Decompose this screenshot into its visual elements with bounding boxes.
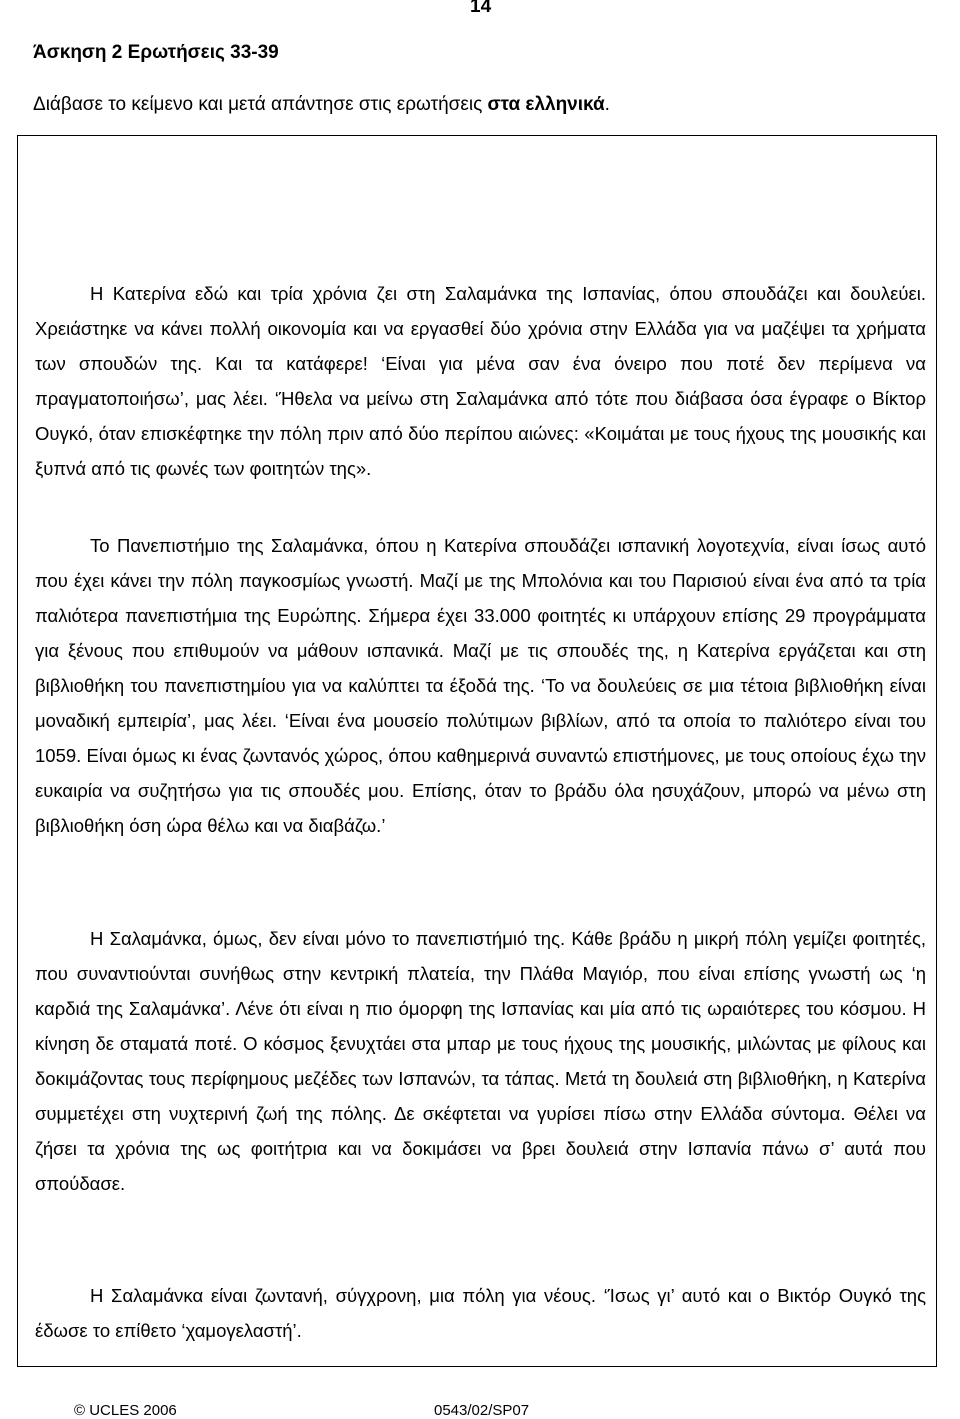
instruction-emphasis: στα ελληνικά (487, 94, 605, 115)
paragraph-text: Η Σαλαμάνκα, όμως, δεν είναι μόνο το πανεπιστήμιό της. Κάθε βράδυ η μικρή πόλη γεμίζει φοιτητές, που συναντιούνται συνήθως στην κεντρική πλατεία, την Πλάθα Μαγιόρ, που είναι επίσης γνωστή ως ‘η καρδιά της Σαλαμάνκα’. Λένε ότι είναι η πιο όμορφη της Ισπανίας και μία από τις ωραιότερες του κόσμου. Η κίνηση δε σταματά ποτέ. Ο κόσμος ξενυχτάει στα μπαρ με τους ήχους της μουσικής, μιλώντας με φίλους και δοκιμάζοντας τους περίφημους μεζέδες των Ισπανών, τα τάπας. Μετά τη δουλειά στη βιβλιοθήκη, η Κατερίνα συμμετέχει στη νυχτερινή ζωή της πόλης. Δε σκέφτεται να γυρίσει πίσω στην Ελλάδα σύντομα. Θέλει να ζήσει τα χρόνια της ως φοιτήτρια και να δοκιμάσει να βρει δουλειά στην Ισπανία πάνω σ’ αυτά που σπούδασε. (35, 928, 926, 1194)
paragraph-text: Η Κατερίνα εδώ και τρία χρόνια ζει στη Σαλαμάνκα της Ισπανίας, όπου σπουδάζει και δουλεύει. Χρειάστηκε να κάνει πολλή οικονομία και να εργασθεί δύο χρόνια στην Ελλάδα για να μαζέψει τα χρήματα των σπουδών της. Και τα κατάφερε! ‘Είναι για μένα σαν ένα όνειρο που ποτέ δεν περίμενα να πραγματοποιήσω’, μας λέει. ‘Ήθελα να μείνω στη Σαλαμάνκα από τότε που διάβασα όσα έγραφε ο Βίκτορ Ουγκό, όταν επισκέφτηκε την πόλη πριν από δύο περίπου αιώνες: «Κοιμάται με τους ήχους της μουσικής και ξυπνά από τις φωνές των φοιτητών της». (35, 283, 926, 479)
passage-paragraph-4 (35, 1278, 926, 1348)
paragraph-text: Το Πανεπιστήμιο της Σαλαμάνκα, όπου η Κατερίνα σπουδάζει ισπανική λογοτεχνία, είναι ίσως αυτό που έχει κάνει την πόλη παγκοσμίως γνωστή. Μαζί με της Μπολόνια και του Παρισιού είναι ένα από τα τρία παλιότερα πανεπιστήμια της Ευρώπης. Σήμερα έχει 33.000 φοιτητές κι υπάρχουν επίσης 29 προγράμματα για ξένους που επιθυμούν να μάθουν ισπανικά. Μαζί με τις σπουδές της, η Κατερίνα εργάζεται και στη βιβλιοθήκη του πανεπιστημίου για να καλύπτει τα έξοδά της. ‘Το να δουλεύεις σε μια τέτοια βιβλιοθήκη είναι μοναδική εμπειρία’, μας λέει. ‘Είναι ένα μουσείο πολύτιμων βιβλίων, από τα οποία το παλιότερο είναι του 1059. Είναι όμως κι ένας ζωντανός χώρος, όπου καθημερινά συναντώ επιστήμονες, με τους οποίους έχω την ευκαιρία να συζητήσω για τις σπουδές μου. Επίσης, όταν το βράδυ όλα ησυχάζουν, μπορώ να μένω στη βιβλιοθήκη όση ώρα θέλω και να διαβάζω.’ (35, 535, 926, 836)
footer-copyright: © UCLES 2006 (74, 1402, 177, 1419)
instruction (33, 94, 610, 116)
exercise-title: Άσκηση 2 Ερωτήσεις 33-39 (33, 42, 279, 63)
paragraph-text: Η Σαλαμάνκα είναι ζωντανή, σύγχρονη, μια πόλη για νέους. ‘Ίσως γι’ αυτό και ο Βικτόρ Ουγκό της έδωσε το επίθετο ‘χαμογελαστή’. (35, 1285, 926, 1341)
instruction-suffix: . (604, 94, 610, 115)
instruction-text: Διάβασε το κείμενο και μετά απάντησε στις ερωτήσεις (33, 94, 488, 115)
passage-paragraph-2 (35, 528, 926, 843)
passage-paragraph-1 (35, 276, 926, 486)
footer-code: 0543/02/SP07 (434, 1402, 530, 1419)
passage-paragraph-3 (35, 921, 926, 1201)
page-number: 14 (470, 0, 492, 17)
